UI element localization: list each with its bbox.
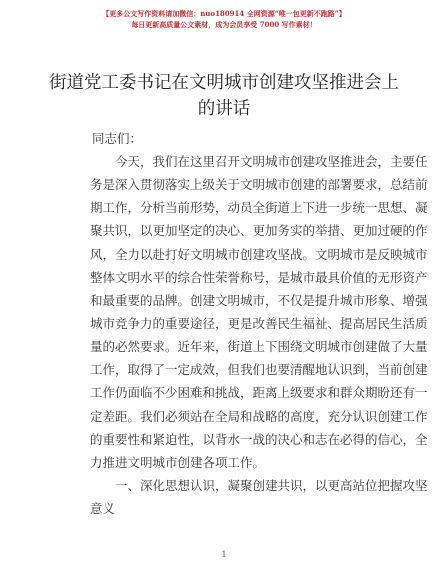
body-line: 聚共识，以更加坚定的决心、更加务实的举措、更加过硬的作	[90, 223, 428, 239]
document-title-line-2: 的讲话	[197, 99, 251, 119]
body-line: 期工作，分析当前形势，动员全街道上下进一步统一思想、凝	[90, 200, 428, 216]
body-line: 风，全力以赴打好文明城市创建攻坚战。文明城市是反映城市	[90, 246, 428, 262]
section-heading-line: 意义	[90, 501, 116, 517]
promo-banner	[90, 8, 358, 30]
body-line: 力推进文明城市创建各项工作。	[90, 454, 266, 470]
body-line: 量的必然要求。近年来，街道上下围绕文明城市创建做了大量	[90, 339, 428, 355]
document-title	[0, 70, 448, 122]
document-body	[90, 150, 428, 520]
body-line: 和最重要的品牌。创建文明城市，不仅是提升城市形象、增强	[90, 292, 428, 308]
page-number: 1	[221, 550, 227, 559]
body-line: 整体文明水平的综合性荣誉称号，是城市最具价值的无形资产	[90, 269, 428, 285]
body-line: 工作仍面临不少困难和挑战，距离上级要求和群众期盼还有一	[90, 385, 428, 401]
body-line: 今天，我们在这里召开文明城市创建攻坚推进会，主要任	[115, 154, 428, 169]
promo-banner-line-2: 每日更新高质量公文素材，成为会员享受 7000 写作素材！	[131, 20, 317, 29]
body-line: 工作，取得了一定成效，但我们也要清醒地认识到，当前创建	[90, 362, 428, 378]
section-heading-line: 一、深化思想认识，凝聚创建共识，以更高站位把握攻坚	[115, 477, 428, 493]
body-line: 城市竞争力的重要途径，更是改善民生福祉、提高居民生活质	[90, 315, 428, 331]
body-line: 定差距。我们必须站在全局和战略的高度，充分认识创建工作	[90, 408, 428, 424]
body-line: 务是深入贯彻落实上级关于文明城市创建的部署要求，总结前	[90, 177, 428, 193]
document-title-line-1: 街道党工委书记在文明城市创建攻坚推进会上	[49, 73, 399, 93]
body-line: 的重要性和紧迫性，以背水一战的决心和志在必得的信心，全	[90, 431, 428, 447]
greeting: 同志们：	[92, 131, 143, 146]
promo-banner-line-1: 【更多公文写作资料请加微信：nuo180914 全网资源“唯一包更新不跑路”】	[102, 9, 346, 18]
